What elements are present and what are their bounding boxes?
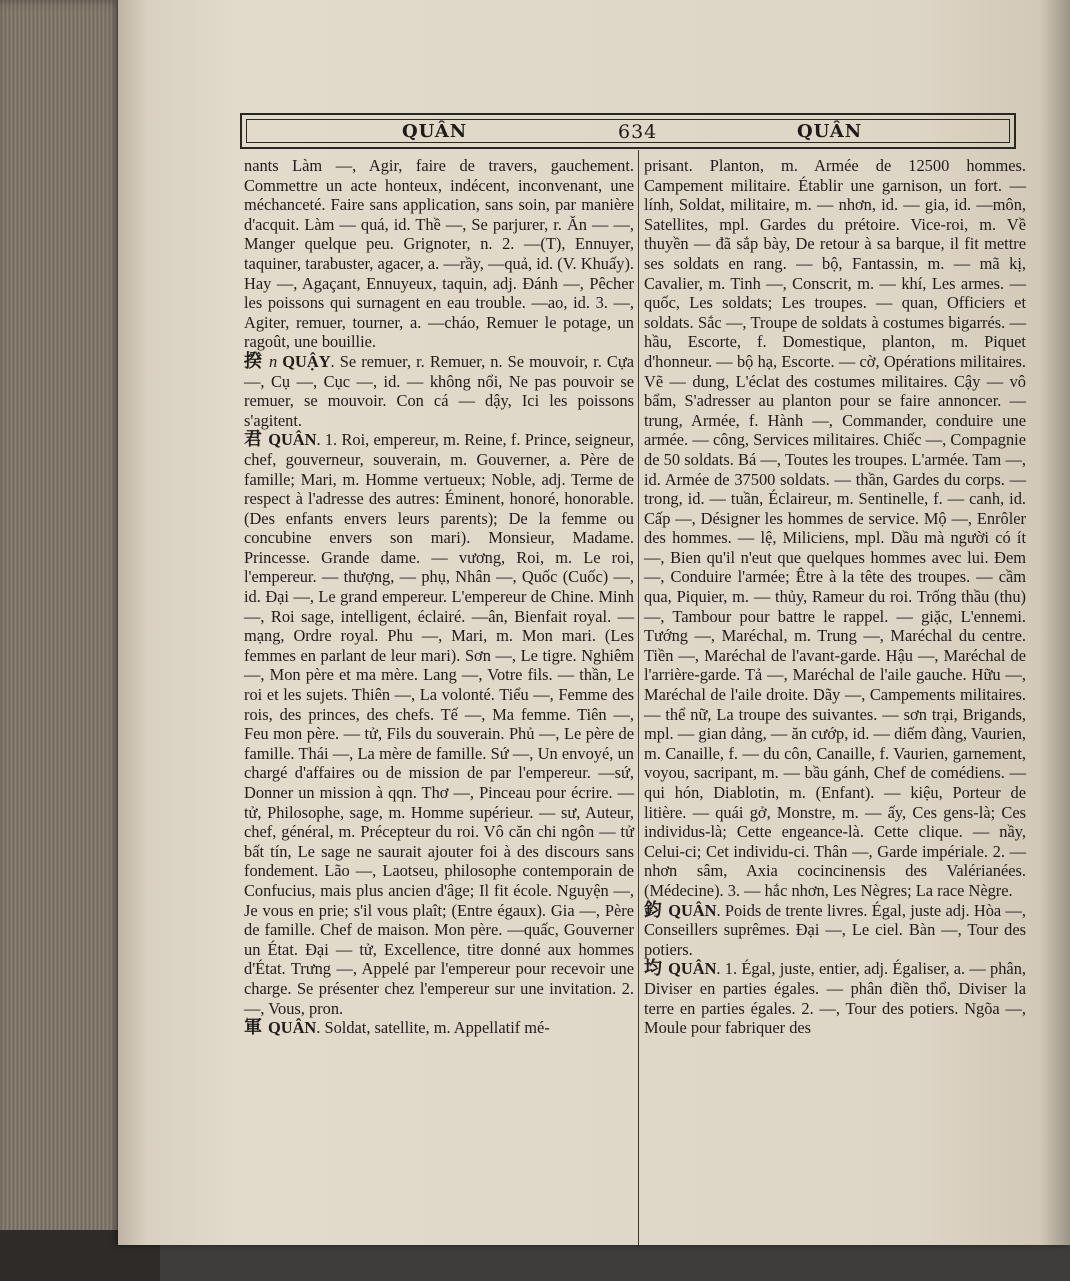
entry-headword: QUÂN xyxy=(668,959,717,979)
entry-hanzi: 君 xyxy=(244,429,263,451)
entry-quan-equal xyxy=(644,959,1026,1037)
entry-definition: . Poids de trente livres. Égal, juste adj. Hòa —, Conseillers suprêmes. Đại —, Le ciel. Bàn —, Tour des potiers. xyxy=(644,900,1026,959)
entry-quan-soldier xyxy=(244,1018,634,1038)
entry-quan-weight xyxy=(644,901,1026,960)
entry-hanzi: 鈞 xyxy=(644,899,663,921)
running-header xyxy=(240,113,1016,149)
book-page-stack xyxy=(0,0,128,1281)
header-left-word: QUÂN xyxy=(402,121,468,142)
entry-headword: QUẬY xyxy=(282,351,331,371)
page-edge-shadow xyxy=(1040,0,1070,1245)
entry-quan-king xyxy=(244,430,634,1018)
entry-headword: QUÂN xyxy=(268,430,317,450)
entry-continuation: prisant. Planton, m. Armée de 12500 hommes. Campement militaire. Établir une garnison, un fort. — lính, Soldat, militaire, m. — nhơn, id. — gia, id. —môn, Satellites, mpl. Gardes du prétoire. Vice-roi, m. Về thuyền — đã sắp bày, De retour à sa barque, il fit mettre ses soldats en rang. — bộ, Fantassin, m. — mã kị, Cavalier, m. Tinh —, Conscrit, m. — khí, Les armes. — quốc, Les soldats; Les troupes. — quan, Officiers et soldats. Sắc —, Troupe de soldats à costumes bigarrés. — hầu, Escorte, f. Domestique, planton, m. Piquet d'honneur. — bộ hạ, Escorte. — cờ, Opérations militaires. Vẽ — dung, L'éclat des costumes militaires. Cậy — vô bẩm, S'adresser au planton pour se faire annoncer. — trung, Armée, f. Hành —, Commander, conduire une armée. — công, Services militaires. Chiếc —, Compagnie de 50 soldats. Bá —, Toutes les troupes. L'armée. Tam —, id. Armée de 37500 soldats. — thần, Gardes du corps. — trong, id. — tuần, Éclaireur, m. Sentinelle, f. — canh, id. Cấp —, Désigner les hommes de service. Mộ —, Enrôler des hommes. — lệ, Miliciens, mpl. Dầu mà người có ít —, Bien qu'il n'eut que quelques hommes avec lui. Đem —, Conduire l'armée; Être à la tête des troupes. — cầm qua, Piquier, m. — thủy, Rameur du roi. Trống thầu (thu) —, Tambour pour battre le rappel. — giặc, L'ennemi. Tướng —, Maréchal, m. Trung —, Maréchal du centre. Tiền —, Maréchal de l'avant-garde. Hậu —, Maréchal de l'arrière-garde. Tả —, Maréchal de l'aile gauche. Hữu —, Maréchal de l'aile droite. Dãy —, Campements militaires. — thể nữ, La troupe des suivantes. — sơn trại, Brigands, mpl. — gian dảng, — ăn cướp, id. — diếm đàng, Vaurien, m. Canaille, f. — du côn, Canaille, f. Vaurien, garnement, voyou, sacripant, m. — bầu gánh, Chef de comédiens. — qui hón, Diablotin, m. (Enfant). — kiệu, Porteur de litière. — quái gở, Monstre, m. — ấy, Ces gens-là; Ces individus-là; Cette engeance-là. Cette clique. — nầy, Celui-ci; Cet individu-ci. Thân —, Garde impériale. 2. — nhơn sâm, Axia cocincinensis des Valérianées. (Médecine). 3. — hắc nhơn, Les Nègres; La race Nègre. xyxy=(644,156,1026,900)
entry-definition: . 1. Égal, juste, entier, adj. Égaliser, a. — phân, Diviser en parties égales. — phân điền thổ, Diviser la terre en parties égales. 2. —, Tour des potiers. Ngõa —, Moule pour fabriquer des xyxy=(644,959,1026,1038)
entry-definition: . Soldat, satellite, m. Appellatif mé- xyxy=(316,1018,550,1038)
column-divider xyxy=(638,150,639,1245)
page-number: 634 xyxy=(618,121,658,143)
entry-hanzi: 揆 xyxy=(244,350,263,372)
entry-pos: n xyxy=(268,351,278,371)
entry-definition: . 1. Roi, empereur, m. Reine, f. Prince, seigneur, chef, gouverneur, souverain, m. Gouverner, a. Père de famille; Mari, m. Homme vertueux; Noble, adj. Terme de respect à l'adresse des autres: Éminent, honoré, honorable. (Des enfants envers leurs parents); De la femme ou concubine envers son mari). Monsieur, Madame. Princesse. Grande dame. — vương, Roi, m. Le roi, l'empereur. — thượng, — phụ, Nhân —, Quốc (Cuốc) —, id. Đại —, Le grand empereur. L'empereur de Chine. Minh —, Roi sage, intelligent, éclairé. —ân, Bienfait royal. — mạng, Ordre royal. Phu —, Mari, m. Mon mari. (Les femmes en parlant de leur mari). Sơn —, Le tigre. Nghiêm —, Mon père et ma mère. Lang —, Votre fils. — thần, Le roi et les sujets. Thiên —, La volonté. Tiểu —, Femme des rois, des princes, des chefs. Tế —, Ma femme. Tiên —, Feu mon père. — tử, Fils du souverain. Phủ —, Le père de famille. Thái —, La mère de famille. Sứ —, Un envoyé, un chargé d'affaires ou de mission de par l'empereur. —sứ, Donner un mission à qqn. Thơ —, Pinceau pour écrire. — tử, Philosophe, sage, m. Homme supérieur. — sư, Auteur, chef, général, m. Précepteur du roi. Vô căn chi ngôn — tử bất tín, Le sage ne saurait ajouter foi à des discours sans fondement. Lão —, Laotseu, philosophe contemporain de Confucius, mais plus ancien d'âge; Il fit école. Nguyện —, Je vous en prie; s'il vous plaît; (Entre égaux). Gia —, Père de famille. Chef de maison. Mon père. —quấc, Gouverner un État. Đại — tử, Excellence, titre donné aux hommes d'État. Trưng —, Appelé par l'empereur pour recevoir une charge. Se présenter chez l'empereur sur une invitation. 2. —, Vous, pron. xyxy=(244,430,634,1018)
entry-continuation: nants Làm —, Agir, faire de travers, gauchement. Commettre un acte honteux, indécent, inconvenant, une méchanceté. Faire sans application, sans soin, par manière d'acquit. Làm — quá, id. Thề —, Se parjurer, r. Ăn — —, Manger quelque peu. Grignoter, n. 2. —(T), Ennuyer, taquiner, tarabuster, agacer, a. —rầy, —quả, id. (V. Khuấy). Hay —, Agaçant, Ennuyeux, taquin, adj. Đánh —, Pêcher les poissons qui surnagent en eau trouble. —ao, id. 3. —, Agiter, remuer, tourner, a. —cháo, Remuer le potage, un ragoût, une bouillie. xyxy=(244,156,634,352)
entry-headword: QUÂN xyxy=(668,900,717,920)
header-right-word: QUÂN xyxy=(797,121,863,142)
entry-definition: . Se remuer, r. Remuer, n. Se mouvoir, r. Cựa —, Cụ —, Cục —, id. — không nổi, Ne pas pouvoir se remuer, se mouvoir. Con cá — dậy, Ici les poissons s'agitent. xyxy=(244,351,634,430)
entry-headword: QUÂN xyxy=(268,1018,317,1038)
entry-hanzi: 均 xyxy=(644,958,663,980)
entry-hanzi: 軍 xyxy=(244,1017,262,1039)
entry-quay xyxy=(244,352,634,430)
left-column xyxy=(244,156,634,1038)
right-column xyxy=(644,156,1026,1038)
